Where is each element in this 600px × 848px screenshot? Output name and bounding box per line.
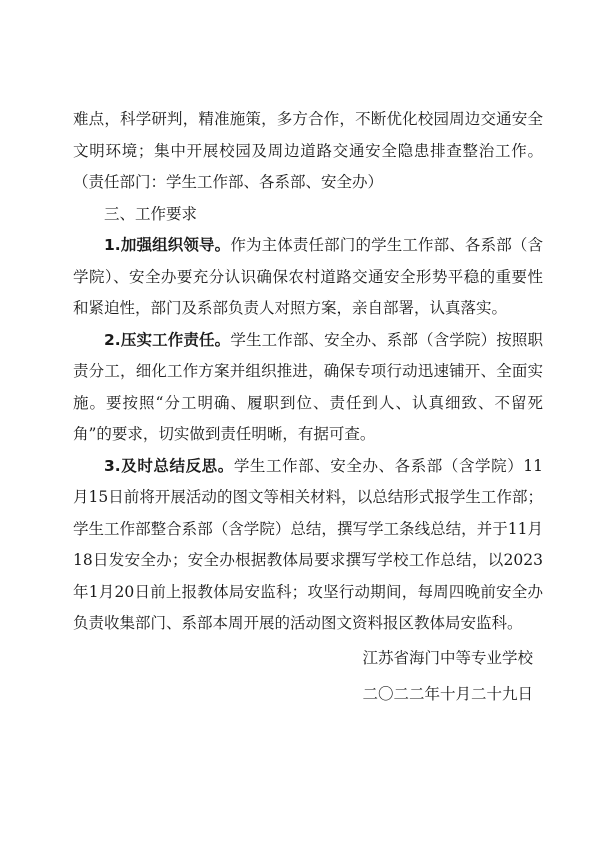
requirement-item-2: [73, 325, 543, 451]
signature-date: 二〇二二年十月二十九日: [362, 685, 533, 703]
requirement-item-1-body: 作为主体责任部门的学生工作部、各系部（含学院）、安全办要充分认识确保农村道路交通安全形势平稳的重要性和紧迫性，部门及系部负责人对照方案，亲自部署，认真落实。: [73, 236, 543, 317]
requirement-item-3: [73, 451, 543, 640]
requirement-item-2-body: 学生工作部、安全办、系部（含学院）按照职责分工，细化工作方案并组织推进，确保专项行动迅速铺开、全面实施。要按照“分工明确、履职到位、责任到人、认真细致、不留死角”的要求，切实做到责任明晰，有据可查。: [73, 330, 543, 443]
signature-block: [362, 640, 533, 712]
signature-organization: 江苏省海门中等专业学校: [362, 649, 533, 667]
requirement-item-3-title: 3.及时总结反思。: [104, 456, 234, 475]
requirement-item-3-body: 学生工作部、安全办、各系部（含学院）11月15日前将开展活动的图文等相关材料，以总结形式报学生工作部；学生工作部整合系部（含学院）总结，撰写学工条线总结，并于11月18日发安全办；安全办根据教体局要求撰写学校工作总结，以2023年1月20日前上报教体局安监科；攻坚行动期间，每周四晚前安全办负责收集部门、系部本周开展的活动图文资料报区教体局安监科。: [73, 456, 543, 632]
section-heading: 三、工作要求: [104, 204, 198, 223]
intro-paragraph: 难点，科学研判，精准施策，多方合作，不断优化校园周边交通安全文明环境；集中开展校园及周边道路交通安全隐患排查整治工作。（责任部门：学生工作部、各系部、安全办）: [73, 110, 543, 191]
requirement-item-1-title: 1.加强组织领导。: [104, 236, 231, 254]
requirement-item-2-title: 2.压实工作责任。: [104, 330, 231, 349]
document-body: [73, 104, 543, 640]
requirement-item-1: [73, 230, 543, 325]
